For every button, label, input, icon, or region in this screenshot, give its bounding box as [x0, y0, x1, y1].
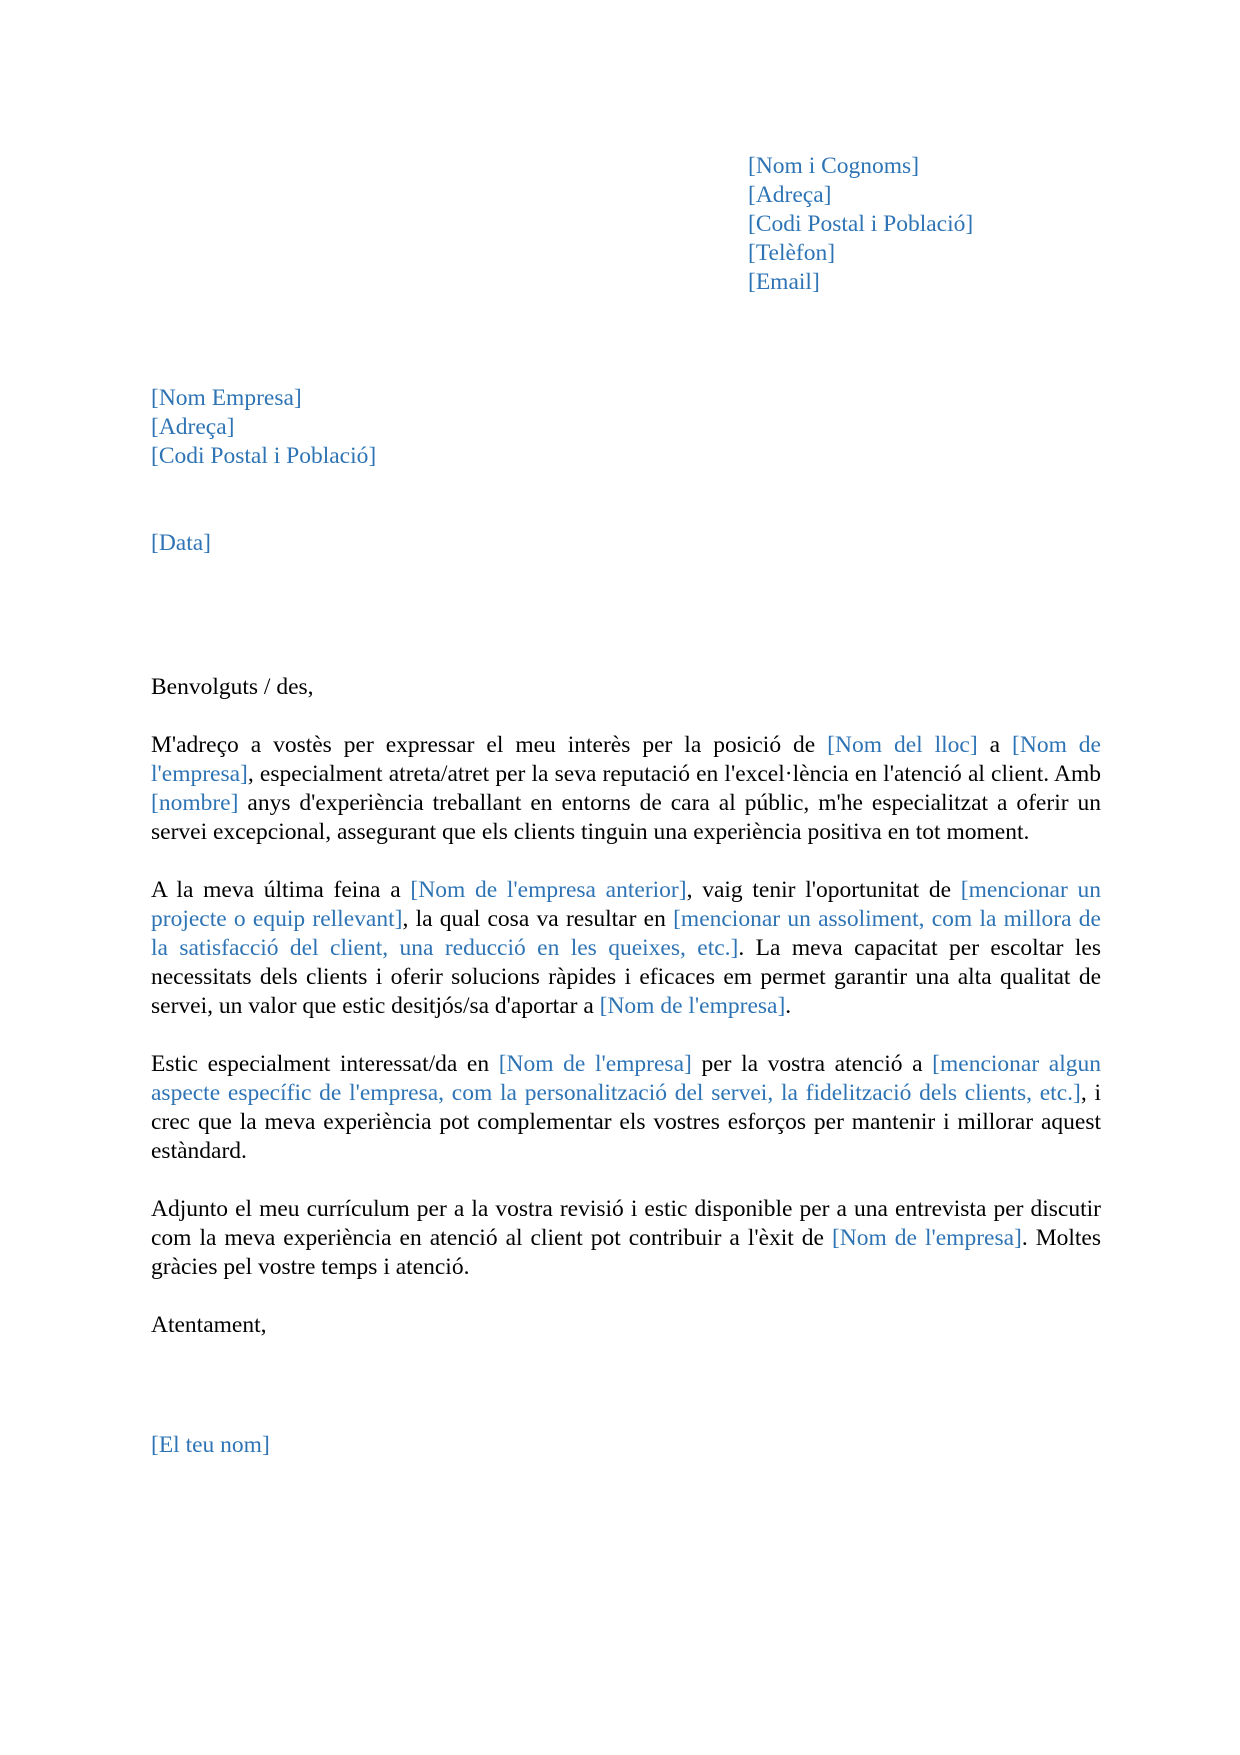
paragraph-3 — [151, 1050, 1101, 1166]
signature-name: [El teu nom] — [151, 1432, 270, 1458]
recipient-postal-city: [Codi Postal i Població] — [151, 443, 377, 469]
paragraph-2 — [151, 876, 1101, 1021]
date-block — [151, 529, 211, 558]
sender-address: [Adreça] — [748, 182, 832, 208]
p3-text-1: Estic especialment interessat/da en — [151, 1051, 499, 1077]
p1-placeholder-company: [Nom de l'empresa] — [151, 732, 1101, 787]
letter-date: [Data] — [151, 530, 212, 556]
closing: Atentament, — [151, 1312, 267, 1338]
p3-text-3: , i crec que la meva experiència pot complementar els vostres esforços per mantenir i millorar aquest estàndard. — [151, 1080, 1101, 1164]
p1-text-4: anys d'experiència treballant en entorns de cara al públic, m'he especialitzat a oferir un servei excepcional, assegurant que els clients tinguin una experiència positiva en tot moment. — [151, 790, 1101, 845]
p1-text-3: , especialment atreta/atret per la seva reputació en l'excel·lència en l'atenció al client. Amb — [247, 761, 1101, 787]
recipient-address: [Adreça] — [151, 414, 235, 440]
sender-email: [Email] — [748, 269, 820, 295]
p2-placeholder-company: [Nom de l'empresa] — [599, 993, 786, 1019]
p1-text-2: a — [977, 732, 1013, 758]
letter-body — [151, 673, 1101, 1369]
p4-placeholder-company: [Nom de l'empresa] — [831, 1225, 1022, 1251]
p1-text-1: M'adreço a vostès per expressar el meu interès per la posició de — [151, 732, 828, 758]
p2-text-1: A la meva última feina a — [151, 877, 411, 903]
p2-placeholder-project: [mencionar un projecte o equip rellevant] — [151, 877, 1102, 932]
p2-text-4: . La meva capacitat per escoltar les necessitats dels clients i oferir solucions ràpides i eficaces em permet garantir una alta qualitat de servei, un valor que estic desitjós/sa d'aportar a — [151, 935, 1101, 1019]
greeting: Benvolguts / des, — [151, 674, 314, 700]
p1-placeholder-position: [Nom del lloc] — [827, 732, 978, 758]
recipient-company: [Nom Empresa] — [151, 385, 302, 411]
p2-text-3: , la qual cosa va resultar en — [402, 906, 674, 932]
p3-placeholder-aspect: [mencionar algun aspecte específic de l'empresa, com la personalització del servei, la fidelització dels clients, etc.] — [151, 1051, 1101, 1106]
p2-text-5: . — [785, 993, 792, 1019]
p2-text-2: , vaig tenir l'oportunitat de — [686, 877, 961, 903]
p4-text-1: Adjunto el meu currículum per a la vostra revisió i estic disponible per a una entrevista per discutir com la meva experiència en atenció al client pot contribuir a l'èxit de — [151, 1196, 1101, 1251]
paragraph-4 — [151, 1195, 1101, 1282]
signature-block — [151, 1431, 270, 1460]
sender-name: [Nom i Cognoms] — [748, 153, 920, 179]
p4-text-2: . Moltes gràcies pel vostre temps i atenció. — [151, 1225, 1102, 1280]
recipient-block — [151, 384, 376, 471]
sender-block — [748, 152, 973, 297]
paragraph-1 — [151, 731, 1101, 847]
sender-phone: [Telèfon] — [748, 240, 836, 266]
p3-text-2: per la vostra atenció a — [691, 1051, 933, 1077]
p2-placeholder-previous-company: [Nom de l'empresa anterior] — [410, 877, 687, 903]
p3-placeholder-company: [Nom de l'empresa] — [498, 1051, 692, 1077]
p2-placeholder-achievement: [mencionar un assoliment, com la millora de la satisfacció del client, una reducció en les queixes, etc.] — [151, 906, 1101, 961]
p1-placeholder-years: [nombre] — [151, 790, 239, 816]
sender-postal-city: [Codi Postal i Població] — [748, 211, 974, 237]
